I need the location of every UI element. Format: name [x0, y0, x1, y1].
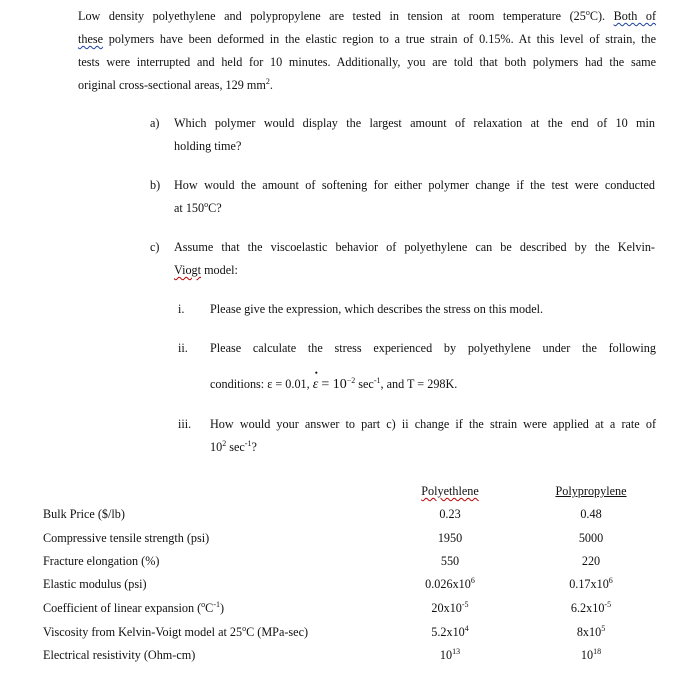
row-label-bulk-price: Bulk Price ($/lb) — [43, 507, 125, 521]
subquestion-ii-conditions: conditions: ε = 0.01, • $\varepsilon = 10^{-2}$ $\sec^{-1}$, and T = 298K. — [210, 373, 457, 396]
cell-pp-fracture-elongation: 220 — [581, 554, 601, 568]
subquestion-iii-line-2: $10^2$ $\sec^{-1}$? — [210, 439, 257, 454]
strain-rate-symbol: • ε — [313, 373, 319, 396]
cell-pe-compressive-strength: 1950 — [437, 531, 463, 545]
column-header-polypropylene: Polypropylene — [555, 484, 627, 498]
subquestion-ii-marker: ii. — [178, 341, 188, 355]
row-label-thermal-expansion: Coefficient of linear expansion $(^oC^{-1})$ — [43, 600, 225, 615]
subquestion-iii-line-1: How would your answer to part c) ii change if the strain were applied at a rate of — [210, 417, 656, 431]
question-a-marker: a) — [150, 116, 160, 130]
cell-pp-viscosity: $8x10^5$ — [576, 624, 606, 639]
row-label-fracture-elongation: Fracture elongation (%) — [43, 554, 160, 568]
intro-line-4: original cross-sectional areas, 129 $mm^2$. — [78, 77, 273, 92]
cell-pe-bulk-price: 0.23 — [439, 507, 461, 521]
cell-pp-elastic-modulus: $0.17x10^6$ — [569, 576, 613, 591]
cell-pp-thermal-expansion: $6.2x10^{-5}$ — [570, 600, 612, 615]
intro-paragraph — [78, 5, 656, 97]
cell-pe-viscosity: $5.2x10^4$ — [431, 624, 469, 639]
cell-pe-thermal-expansion: $20x10^{-5}$ — [431, 600, 469, 615]
cell-pp-bulk-price: 0.48 — [580, 507, 602, 521]
subquestion-i-text: Please give the expression, which describes the stress on this model. — [210, 302, 544, 316]
cell-pp-resistivity: $10^{18}$ — [580, 647, 602, 662]
subquestion-iii-marker: iii. — [178, 417, 192, 431]
question-c-marker: c) — [150, 240, 160, 254]
row-label-resistivity: Electrical resistivity (Ohm-cm) — [43, 648, 196, 662]
question-c — [150, 236, 655, 282]
question-b — [150, 174, 655, 220]
row-label-viscosity: Viscosity from Kelvin-Voigt model at 25$^o$C (MPa-sec) — [43, 624, 309, 639]
row-label-compressive-strength: Compressive tensile strength (psi) — [43, 531, 210, 545]
row-label-elastic-modulus: Elastic modulus (psi) — [43, 577, 147, 591]
question-a — [150, 112, 655, 158]
intro-line-1: Low density polyethylene and polypropylene are tested in tension at room temperature (25$^o$C). Both of — [78, 8, 657, 23]
question-c-line-1: Assume that the viscoelastic behavior of polyethylene can be described by the Kelvin- — [174, 240, 655, 254]
question-b-line-2: at 150$^o$C? — [174, 200, 222, 215]
cell-pe-elastic-modulus: $0.026x10^6$ — [425, 576, 475, 591]
column-header-polyethylene: Polyethlene — [421, 484, 479, 498]
question-b-line-1: How would the amount of softening for either polymer change if the test were conducted — [174, 178, 655, 192]
question-a-line-2: holding time? — [174, 139, 242, 153]
cell-pe-fracture-elongation: 550 — [440, 554, 460, 568]
subquestion-ii-line-1: Please calculate the stress experienced by polyethylene under the following — [210, 341, 656, 355]
subquestion-i — [178, 298, 656, 322]
cell-pe-resistivity: $10^{13}$ — [439, 647, 461, 662]
intro-line-3: tests were interrupted and held for 10 minutes. Additionally, you are told that both polymers had the same — [78, 55, 656, 69]
intro-line-2: these polymers have been deformed in the elastic region to a true strain of 0.15%. At this level of strain, the — [78, 32, 656, 46]
question-c-line-2: Viogt model: — [174, 263, 238, 277]
question-b-marker: b) — [150, 178, 161, 192]
subquestion-iii — [178, 413, 656, 459]
subquestion-ii — [178, 337, 656, 397]
cell-pp-compressive-strength: 5000 — [578, 531, 604, 545]
question-a-line-1: Which polymer would display the largest amount of relaxation at the end of 10 min — [174, 116, 655, 130]
subquestion-i-marker: i. — [178, 302, 185, 316]
